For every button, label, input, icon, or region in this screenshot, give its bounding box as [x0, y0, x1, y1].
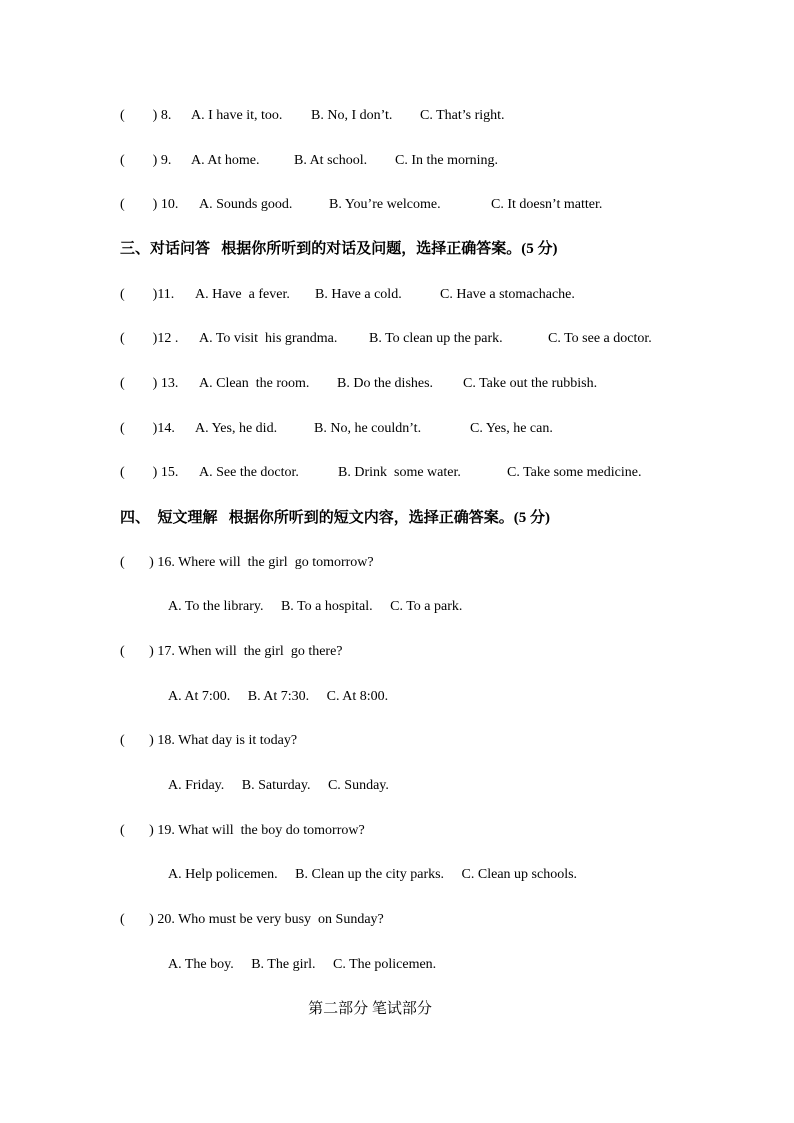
section-4-heading: 四、 短文理解 根据你所听到的短文内容，选择正确答案。(5 分) [120, 510, 550, 526]
section-3-heading: 三、对话问答 根据你所听到的对话及问题，选择正确答案。(5 分) [120, 241, 558, 257]
q8-option-b: B. No, I don’t. [311, 108, 393, 123]
q9-option-c: C. In the morning. [395, 153, 499, 168]
q18-question: ( ) 18. What day is it today? [120, 733, 298, 748]
q20-question: ( ) 20. Who must be very busy on Sunday? [120, 912, 384, 927]
q10-option-b: B. You’re welcome. [329, 197, 441, 212]
q19-options: A. Help policemen. B. Clean up the city parks. C. Clean up schools. [168, 867, 578, 882]
q14-option-a: A. Yes, he did. [195, 421, 278, 436]
q20-options: A. The boy. B. The girl. C. The policemen. [168, 957, 437, 972]
q15-option-b: B. Drink some water. [338, 465, 461, 480]
q14-prefix: ( )14. [120, 421, 175, 436]
q15-option-c: C. Take some medicine. [507, 465, 642, 480]
q10-option-c: C. It doesn’t matter. [491, 197, 603, 212]
q13-option-c: C. Take out the rubbish. [463, 376, 598, 391]
q9-option-a: A. At home. [191, 153, 260, 168]
q8-prefix: ( ) 8. [120, 108, 172, 123]
q19-question: ( ) 19. What will the boy do tomorrow? [120, 823, 365, 838]
q14-option-c: C. Yes, he can. [470, 421, 553, 436]
q12-option-a: A. To visit his grandma. [199, 331, 338, 346]
q13-option-a: A. Clean the room. [199, 376, 310, 391]
q8-option-a: A. I have it, too. [191, 108, 283, 123]
q16-question: ( ) 16. Where will the girl go tomorrow? [120, 555, 374, 570]
q9-prefix: ( ) 9. [120, 153, 172, 168]
q10-prefix: ( ) 10. [120, 197, 179, 212]
q11-prefix: ( )11. [120, 287, 175, 302]
q15-option-a: A. See the doctor. [199, 465, 299, 480]
q18-options: A. Friday. B. Saturday. C. Sunday. [168, 778, 389, 793]
q8-option-c: C. That’s right. [420, 108, 505, 123]
q16-options: A. To the library. B. To a hospital. C. To a park. [168, 599, 463, 614]
q11-option-b: B. Have a cold. [315, 287, 402, 302]
q13-prefix: ( ) 13. [120, 376, 179, 391]
q12-option-b: B. To clean up the park. [369, 331, 503, 346]
q15-prefix: ( ) 15. [120, 465, 179, 480]
q12-option-c: C. To see a doctor. [548, 331, 652, 346]
q12-prefix: ( )12 . [120, 331, 179, 346]
q11-option-a: A. Have a fever. [195, 287, 290, 302]
q14-option-b: B. No, he couldn’t. [314, 421, 422, 436]
q9-option-b: B. At school. [294, 153, 368, 168]
q17-options: A. At 7:00. B. At 7:30. C. At 8:00. [168, 689, 389, 704]
q13-option-b: B. Do the dishes. [337, 376, 434, 391]
q10-option-a: A. Sounds good. [199, 197, 293, 212]
q11-option-c: C. Have a stomachache. [440, 287, 575, 302]
part-two-title: 第二部分 笔试部分 [308, 1001, 432, 1017]
q17-question: ( ) 17. When will the girl go there? [120, 644, 343, 659]
